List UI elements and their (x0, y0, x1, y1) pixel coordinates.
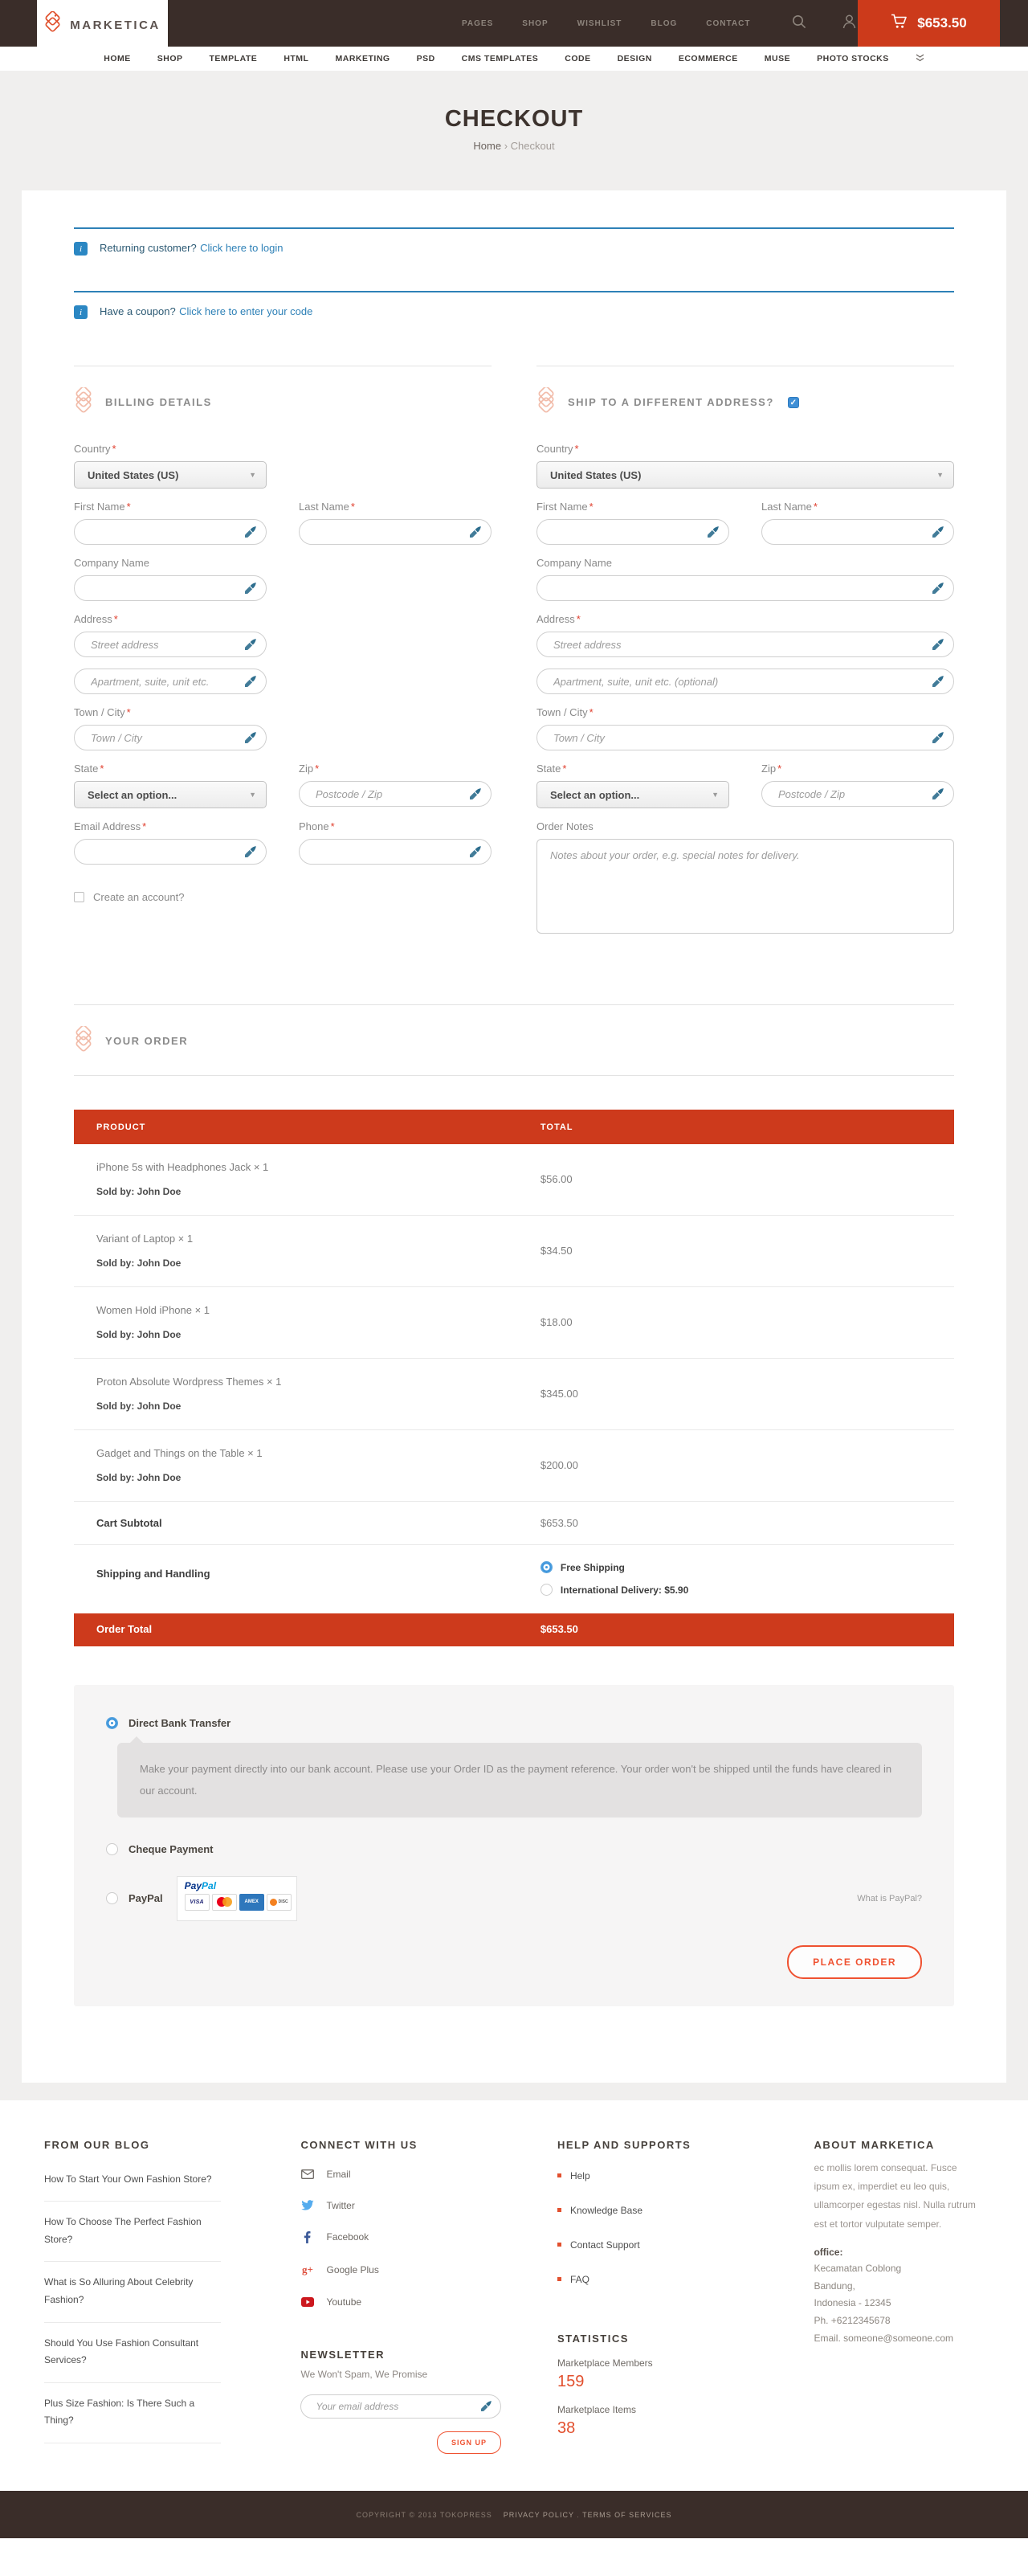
pen-icon (470, 788, 481, 803)
section-tag-icon (536, 387, 556, 417)
product-name: iPhone 5s with Headphones Jack × 1 (96, 1161, 269, 1173)
billing-details-section: BILLING DETAILS Country * United States (US) ▼ First Name * Last Name * Company Name Address * Street address Apartment, suite, unit etc. Town / City * Town / City State * Select an option... ▼ Zip * Postcode / Zip Email Address * Phone * Create an account? (74, 366, 492, 950)
facebook-icon (300, 2231, 314, 2243)
shipping-zip-input[interactable] (762, 782, 953, 806)
payment-methods-panel (74, 1685, 954, 2006)
order-item-row (74, 1430, 954, 1502)
your-order-title: YOUR ORDER (105, 1035, 189, 1047)
paypal-radio[interactable] (106, 1892, 118, 1904)
billing-zip-input[interactable] (300, 782, 491, 806)
billing-first-name-label: First Name (74, 501, 125, 513)
blog-post-link[interactable]: Plus Size Fashion: Is There Such a Thing? (44, 2383, 221, 2443)
bullet-icon (557, 2277, 561, 2281)
top-nav-blog[interactable]: BLOG (651, 18, 678, 28)
shipping-last-name-input[interactable] (762, 520, 953, 544)
billing-company-label: Company Name (74, 557, 149, 569)
copyright-text: COPYRIGHT © 2013 TOKOPRESS (356, 2510, 492, 2519)
page-title: CHECKOUT (444, 106, 584, 132)
billing-email-input[interactable] (75, 840, 266, 864)
menu-home[interactable]: HOME (104, 54, 131, 63)
pen-icon (245, 639, 256, 654)
billing-address-label: Address (74, 613, 112, 625)
breadcrumb (0, 140, 1028, 152)
order-notes-label: Order Notes (536, 820, 594, 832)
breadcrumb-separator: › (504, 140, 508, 152)
menu-template[interactable]: TEMPLATE (209, 54, 258, 63)
order-total-value: $653.50 (540, 1623, 578, 1635)
copyright-bar: COPYRIGHT © 2013 TOKOPRESS PRIVACY POLICY . TERMS OF SERVICES (0, 2491, 1028, 2538)
menu-code[interactable]: CODE (565, 54, 591, 63)
youtube-icon (300, 2297, 314, 2307)
marketplace-items-count: 38 (557, 2419, 576, 2437)
blog-post-link[interactable]: How To Choose The Perfect Fashion Store? (44, 2202, 221, 2262)
column-product: PRODUCT (96, 1122, 146, 1132)
menu-psd[interactable]: PSD (416, 54, 435, 63)
social-link-google-plus[interactable]: g+ Google Plus (302, 2263, 379, 2275)
email-icon (300, 2169, 314, 2179)
footer-help-title: HELP AND SUPPORTS (557, 2138, 691, 2151)
cheque-payment-label: Cheque Payment (128, 1842, 214, 1855)
ship-different-address-checkbox[interactable] (788, 397, 799, 408)
menu-html[interactable]: HTML (284, 54, 309, 63)
footer-connect-title: CONNECT WITH US (300, 2138, 418, 2151)
ship-different-address-title: SHIP TO A DIFFERENT ADDRESS? (568, 396, 774, 408)
help-link[interactable]: Help (557, 2159, 757, 2194)
billing-country-select[interactable]: United States (US) ▼ (74, 461, 267, 489)
pen-icon (932, 732, 944, 747)
billing-apartment-input[interactable] (75, 669, 266, 693)
billing-state-select[interactable]: Select an option... ▼ (74, 781, 267, 808)
cart-total: $653.50 (917, 15, 967, 31)
footer-about-column (814, 2139, 984, 2454)
pen-icon (481, 2401, 492, 2415)
office-phone: Ph. +6212345678 (814, 2314, 891, 2326)
info-icon: i (74, 242, 88, 256)
user-account-icon[interactable] (842, 14, 856, 33)
returning-customer-notice (74, 227, 954, 256)
billing-details-title: BILLING DETAILS (105, 396, 212, 408)
social-link-twitter[interactable]: Twitter (300, 2190, 500, 2222)
blog-post-link[interactable]: Should You Use Fashion Consultant Services? (44, 2323, 221, 2383)
chevron-down-icon: ▼ (712, 791, 719, 799)
menu-ecommerce[interactable]: ECOMMERCE (678, 54, 738, 63)
shipping-street-input[interactable] (537, 632, 953, 656)
what-is-paypal-link[interactable]: What is PayPal? (857, 1893, 922, 1903)
order-table (74, 1110, 954, 1646)
shipping-country-label: Country (536, 443, 573, 455)
top-nav-pages[interactable]: PAGES (462, 18, 494, 28)
billing-email-label: Email Address (74, 820, 141, 832)
newsletter-email-input[interactable] (301, 2395, 500, 2418)
pen-icon (245, 526, 256, 542)
shipping-town-label: Town / City (536, 706, 588, 718)
shipping-state-select[interactable]: Select an option... ▼ (536, 781, 729, 808)
office-address-line: Kecamatan Coblong (814, 2263, 902, 2275)
help-link[interactable]: Contact Support (557, 2228, 757, 2263)
pen-icon (245, 583, 256, 598)
returning-customer-text: Returning customer? (100, 242, 197, 254)
section-tag-icon (74, 1026, 93, 1056)
shipping-address-label: Address (536, 613, 575, 625)
order-item-row (74, 1216, 954, 1287)
pen-icon (245, 846, 256, 861)
newsletter-title: NEWSLETTER (300, 2348, 386, 2361)
newsletter-signup-button[interactable]: SIGN UP (437, 2431, 501, 2454)
newsletter-tagline: We Won't Spam, We Promise (300, 2368, 428, 2380)
more-menu-chevron-icon[interactable] (916, 51, 924, 66)
marketplace-members-label: Marketplace Members (557, 2357, 653, 2369)
social-link-email[interactable]: Email (300, 2159, 500, 2190)
help-link[interactable]: FAQ (557, 2263, 757, 2297)
billing-town-input[interactable] (75, 726, 266, 750)
chevron-down-icon: ▼ (249, 791, 256, 799)
help-link[interactable]: Knowledge Base (557, 2194, 757, 2228)
pen-icon (470, 526, 481, 542)
mastercard-icon (212, 1894, 237, 1911)
paypal-label: PayPal (128, 1892, 163, 1905)
checkout-card (22, 190, 1006, 2083)
breadcrumb-home[interactable]: Home (473, 140, 502, 152)
discover-card-icon: DISC (267, 1894, 292, 1911)
product-name: Gadget and Things on the Table × 1 (96, 1447, 263, 1459)
site-header (0, 0, 1028, 47)
shipping-country-select[interactable]: United States (US) ▼ (536, 461, 954, 489)
bank-transfer-description: Make your payment directly into our bank account. Please use your Order ID as the payment reference. Your order won't be shipped until the funds have cleared in our account. (117, 1743, 922, 1818)
blog-post-link[interactable]: What is So Alluring About Celebrity Fashion? (44, 2262, 221, 2322)
shipping-last-name-label: Last Name (761, 501, 812, 513)
footer-blog-column (44, 2139, 244, 2454)
billing-last-name-label: Last Name (299, 501, 349, 513)
shipping-zip-label: Zip (761, 763, 777, 775)
shipping-apartment-input[interactable] (537, 669, 953, 693)
search-icon[interactable] (792, 14, 806, 33)
billing-first-name-input[interactable] (75, 520, 266, 544)
menu-marketing[interactable]: MARKETING (335, 54, 390, 63)
product-name: Proton Absolute Wordpress Themes × 1 (96, 1376, 282, 1388)
footer-blog-title: FROM OUR BLOG (44, 2138, 150, 2151)
pen-icon (708, 526, 719, 542)
shipping-company-input[interactable] (537, 576, 953, 600)
cart-subtotal-row (74, 1502, 954, 1545)
cart-icon (891, 14, 908, 33)
privacy-policy-link[interactable]: PRIVACY POLICY (503, 2510, 574, 2519)
product-total: $200.00 (540, 1459, 578, 1471)
order-table-header (74, 1110, 954, 1144)
menu-photo-stocks[interactable]: PHOTO STOCKS (817, 54, 889, 63)
shipping-handling-label: Shipping and Handling (96, 1568, 210, 1580)
product-total: $34.50 (540, 1245, 573, 1257)
billing-phone-input[interactable] (300, 840, 491, 864)
top-nav (462, 19, 750, 28)
pen-icon (932, 676, 944, 691)
section-tag-icon (74, 387, 93, 417)
order-total-label: Order Total (96, 1623, 153, 1635)
international-delivery-label: International Delivery: $5.90 (560, 1584, 689, 1596)
bank-transfer-label: Direct Bank Transfer (128, 1717, 231, 1729)
visa-card-icon: VISA (185, 1894, 210, 1911)
free-shipping-label: Free Shipping (560, 1561, 625, 1573)
your-order-section (74, 1004, 954, 1646)
pen-icon (932, 788, 944, 803)
main-area (0, 71, 1028, 2100)
billing-country-label: Country (74, 443, 111, 455)
brand-logo[interactable] (37, 0, 168, 50)
shipping-first-name-input[interactable] (537, 520, 728, 544)
order-total-row (74, 1613, 954, 1646)
pen-icon (932, 639, 944, 654)
product-total: $18.00 (540, 1316, 573, 1328)
tag-logo-icon (44, 11, 61, 39)
chevron-down-icon: ▼ (936, 471, 944, 479)
paypal-wordmark: PayPal (184, 1879, 217, 1891)
cart-subtotal-label: Cart Subtotal (96, 1517, 162, 1529)
billing-street-input[interactable] (75, 632, 266, 656)
paypal-logo (177, 1876, 297, 1921)
international-delivery-radio[interactable] (541, 1584, 553, 1596)
product-name: Variant of Laptop × 1 (96, 1233, 194, 1245)
pen-icon (470, 846, 481, 861)
about-text: ec mollis lorem consequat. Fusce ipsum ex, imperdiet eu leo quis, ullamcorper egestas nisl. Nulla rutrum est et tortor vulputate semper. (814, 2161, 976, 2230)
bank-transfer-radio[interactable] (106, 1717, 118, 1729)
footer-about-title: ABOUT MARKETICA (814, 2138, 935, 2151)
billing-phone-label: Phone (299, 820, 329, 832)
menu-muse[interactable]: MUSE (764, 54, 791, 63)
terms-of-services-link[interactable]: TERMS OF SERVICES (582, 2510, 672, 2519)
product-seller: Sold by: John Doe (96, 1329, 182, 1340)
brand-name: MARKETICA (70, 18, 161, 32)
site-footer (0, 2100, 1028, 2491)
coupon-link[interactable]: Click here to enter your code (179, 305, 313, 317)
product-seller: Sold by: John Doe (96, 1257, 182, 1269)
twitter-icon (300, 2200, 314, 2211)
create-account-label: Create an account? (93, 891, 185, 903)
info-icon: i (74, 305, 88, 319)
billing-state-label: State (74, 763, 99, 775)
column-total: TOTAL (540, 1122, 573, 1132)
breadcrumb-current: Checkout (510, 140, 555, 152)
place-order-button[interactable]: PLACE ORDER (787, 1945, 922, 1979)
shipping-company-label: Company Name (536, 557, 612, 569)
order-item-row (74, 1287, 954, 1359)
coupon-notice (74, 291, 954, 319)
product-name: Women Hold iPhone × 1 (96, 1304, 210, 1316)
shipping-state-label: State (536, 763, 561, 775)
shipping-town-input[interactable] (537, 726, 953, 750)
pen-icon (245, 732, 256, 747)
marketplace-members-count: 159 (557, 2372, 585, 2390)
cart-subtotal-value: $653.50 (540, 1517, 578, 1529)
order-item-row (74, 1359, 954, 1430)
header-icons (792, 14, 856, 33)
footer-help-column (557, 2139, 757, 2454)
office-address-line: Indonesia - 12345 (814, 2297, 891, 2309)
bullet-icon (557, 2208, 561, 2212)
office-address-line: Bandung, (814, 2280, 855, 2292)
free-shipping-radio[interactable] (541, 1561, 553, 1573)
bullet-icon (557, 2243, 561, 2247)
billing-last-name-input[interactable] (300, 520, 491, 544)
office-email: Email. someone@someone.com (814, 2332, 954, 2344)
social-link-youtube[interactable]: Youtube (300, 2287, 500, 2318)
amex-card-icon: AMEX (239, 1894, 264, 1911)
top-nav-contact[interactable]: CONTACT (706, 18, 751, 28)
shipping-first-name-label: First Name (536, 501, 588, 513)
product-total: $345.00 (540, 1388, 578, 1400)
google-plus-icon: g+ (302, 2263, 313, 2275)
statistics-title: STATISTICS (557, 2332, 629, 2345)
order-item-row (74, 1144, 954, 1216)
order-notes-textarea[interactable] (536, 839, 954, 934)
login-link[interactable]: Click here to login (200, 242, 284, 254)
product-total: $56.00 (540, 1173, 573, 1185)
chevron-down-icon: ▼ (249, 471, 256, 479)
pen-icon (245, 676, 256, 691)
marketplace-items-label: Marketplace Items (557, 2403, 637, 2415)
create-account-checkbox[interactable] (74, 892, 84, 902)
billing-zip-label: Zip (299, 763, 314, 775)
menu-shop[interactable]: SHOP (157, 54, 183, 63)
shipping-handling-row (74, 1545, 954, 1613)
bullet-icon (557, 2173, 561, 2177)
coupon-text: Have a coupon? (100, 305, 176, 317)
pen-icon (932, 526, 944, 542)
top-nav-wishlist[interactable]: WISHLIST (577, 18, 622, 28)
social-link-facebook[interactable]: Facebook (300, 2222, 500, 2254)
pen-icon (932, 583, 944, 598)
top-nav-shop[interactable]: SHOP (522, 18, 549, 28)
product-seller: Sold by: John Doe (96, 1186, 182, 1197)
menu-cms-templates[interactable]: CMS TEMPLATES (461, 54, 539, 63)
page-title-band (0, 71, 1028, 152)
product-seller: Sold by: John Doe (96, 1472, 182, 1483)
category-menubar (0, 47, 1028, 71)
footer-connect-column (300, 2139, 500, 2454)
blog-post-link[interactable]: How To Start Your Own Fashion Store? (44, 2159, 221, 2202)
product-seller: Sold by: John Doe (96, 1400, 182, 1412)
billing-company-input[interactable] (75, 576, 266, 600)
menu-design[interactable]: DESIGN (617, 54, 652, 63)
cart-button[interactable] (858, 0, 1000, 47)
cheque-payment-radio[interactable] (106, 1843, 118, 1855)
office-label: office: (814, 2247, 843, 2259)
shipping-address-section: SHIP TO A DIFFERENT ADDRESS? ✓ Country * United States (US) ▼ First Name * Last Name * Company Name Address * Street address Apartment, suite, unit etc. (optional) Town / City * Town / City State * Select an option... ▼ Zip * Postcode / Zip Order Notes Notes about your order, e.g. special notes for delivery. (536, 366, 954, 950)
billing-town-label: Town / City (74, 706, 125, 718)
